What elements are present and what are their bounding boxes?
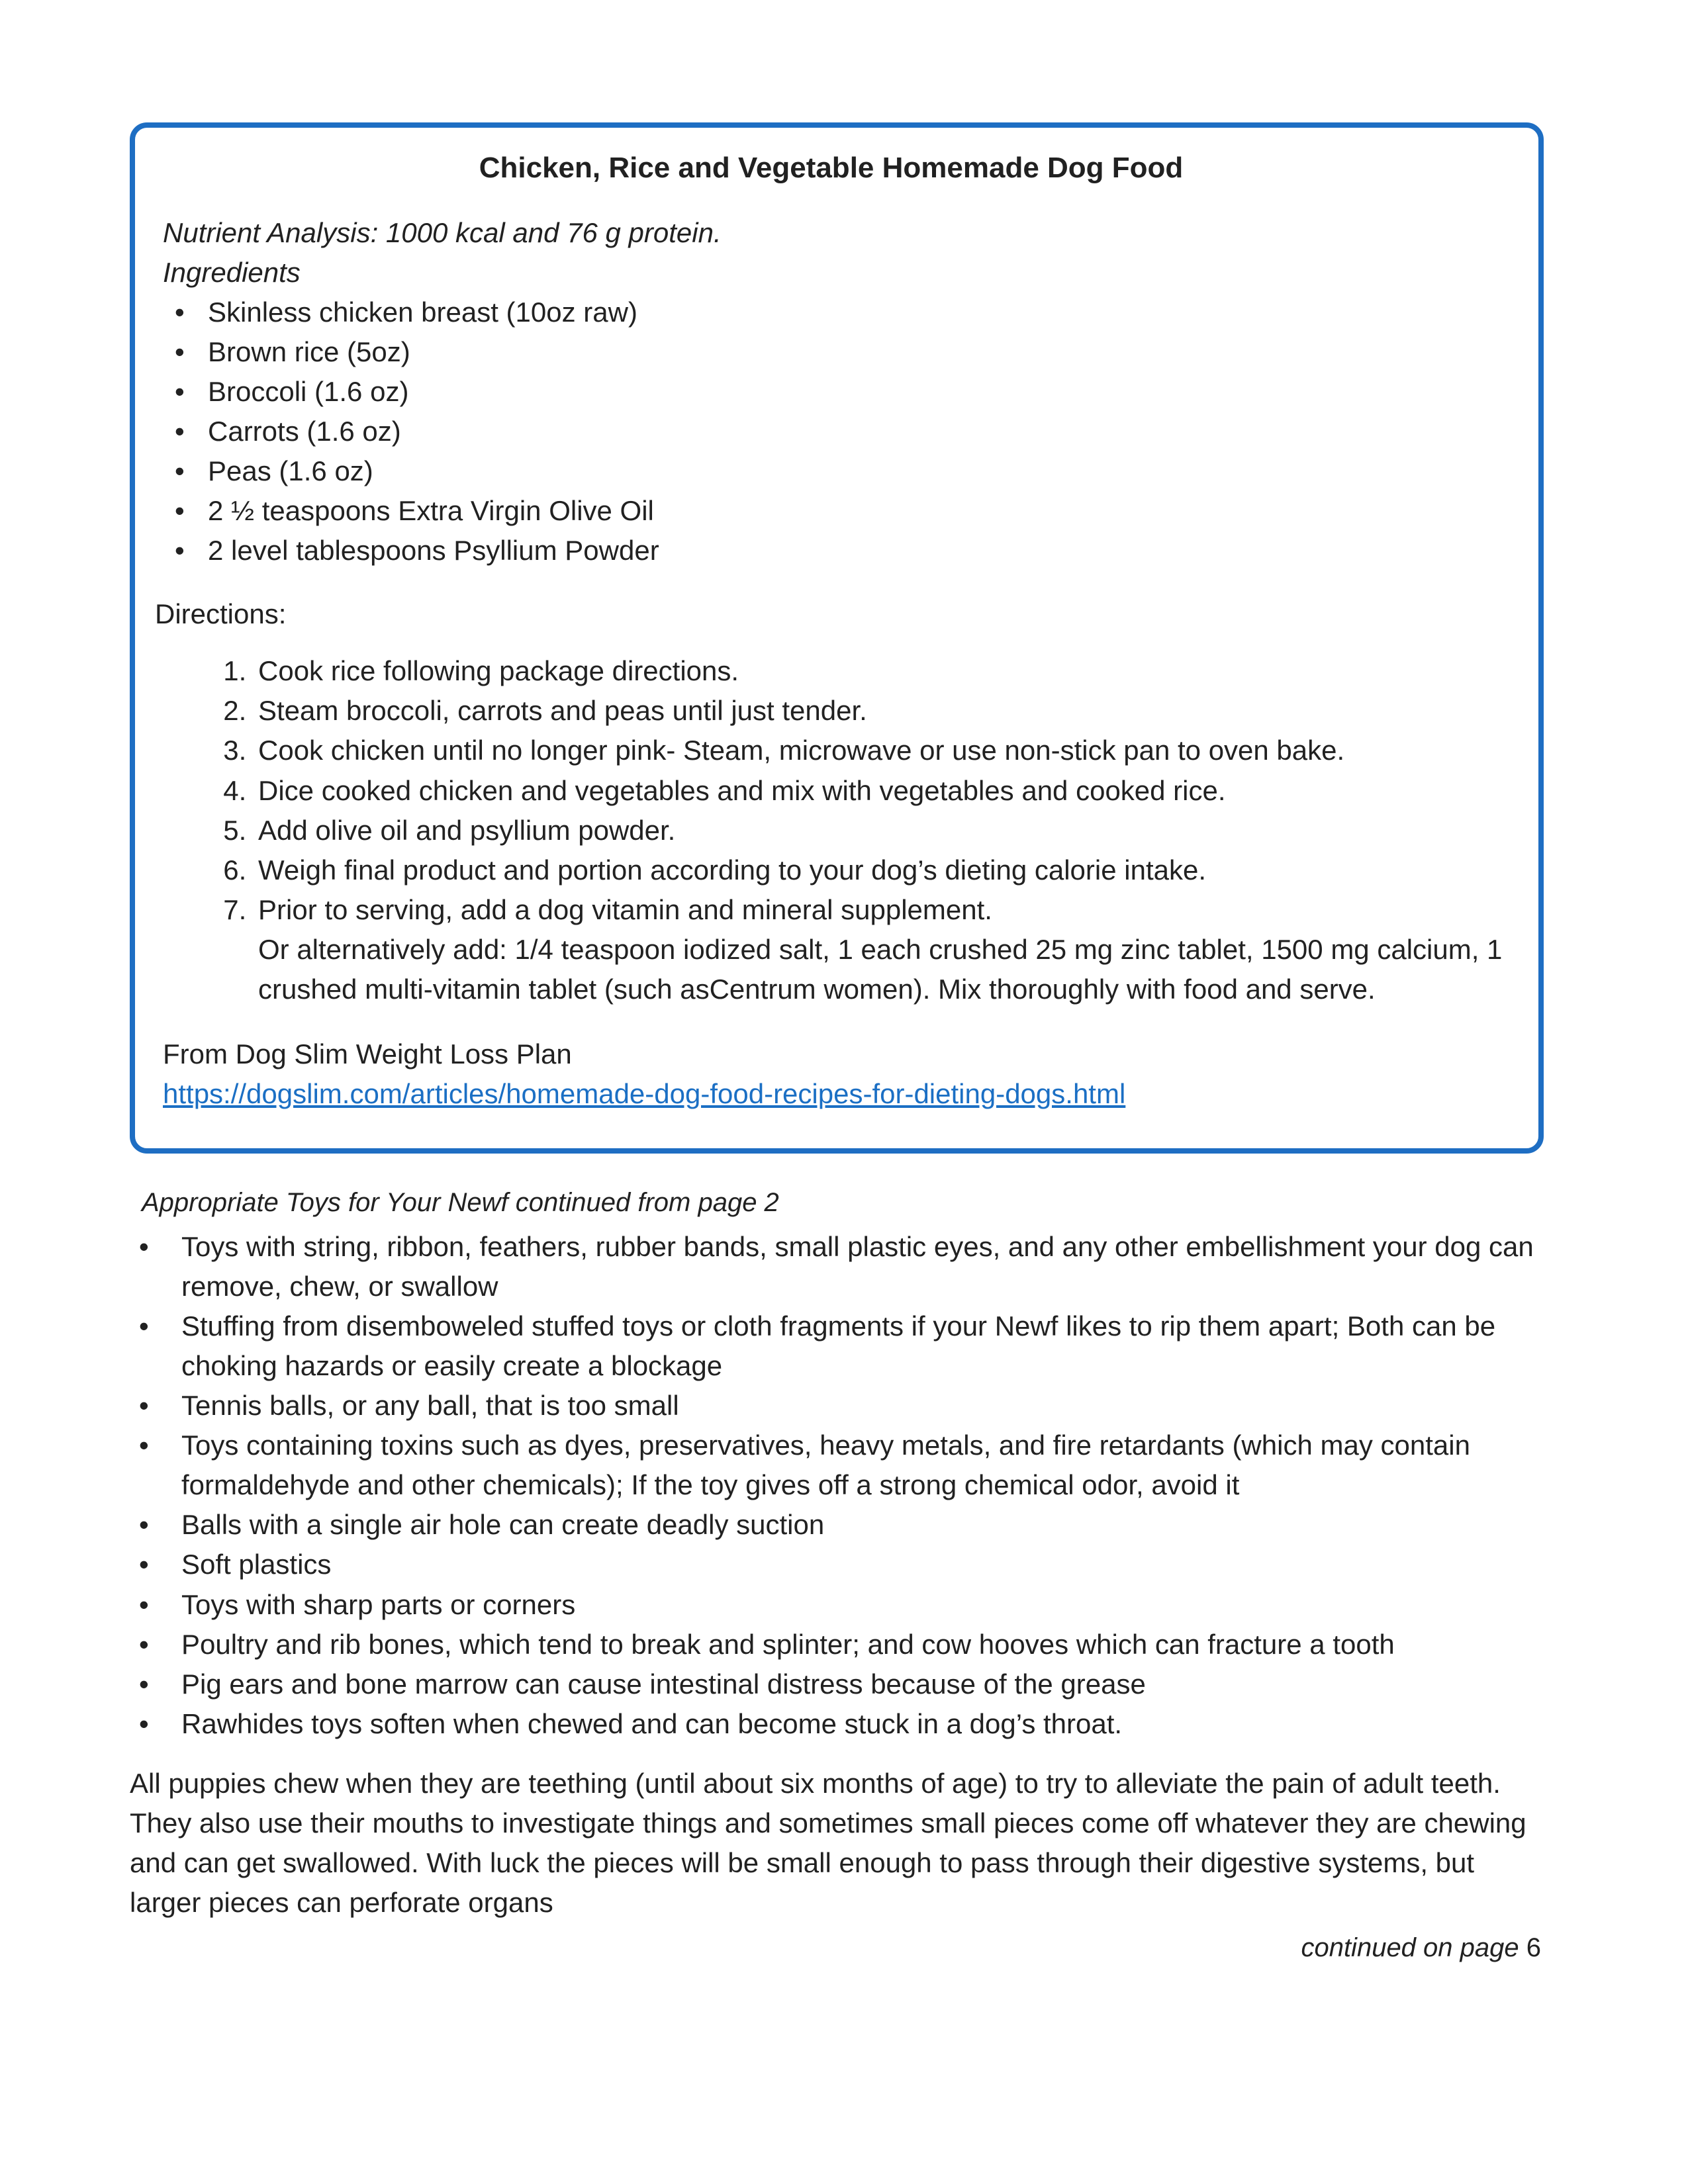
bullet-icon: • [175,495,185,527]
toys-heading: Appropriate Toys for Your Newf continued from page 2 [142,1187,779,1217]
bullet-icon: • [139,1549,149,1580]
toys-item-text: Toys containing toxins such as dyes, preservatives, heavy metals, and fire retardants (which may contain formaldehyde and other chemicals); If the toy gives off a strong chemical odor, avoid it [181,1430,1470,1501]
toys-list-item [130,1227,1544,1306]
bullet-icon: • [175,416,185,447]
ingredient-text: Peas (1.6 oz) [208,455,373,487]
toys-list-item [130,1704,1544,1744]
direction-text: 6. Weigh final product and portion according to your dog’s dieting calorie intake. [258,854,1206,886]
direction-step [254,850,1509,890]
source-label: From Dog Slim Weight Loss Plan [163,1038,572,1069]
direction-step [254,890,1509,1009]
continued-page-number: 6 [1526,1933,1541,1962]
ingredient-item [154,451,1509,491]
toys-item-text: Toys with string, ribbon, feathers, rubber bands, small plastic eyes, and any other embellishment your dog can remove, chew, or swallow [181,1231,1534,1302]
bullet-icon: • [175,455,185,487]
toys-item-text: Toys with sharp parts or corners [181,1588,576,1620]
direction-step [254,731,1509,770]
ingredient-item [154,293,1509,332]
toys-item-text: Soft plastics [181,1549,332,1580]
direction-text: 1. Cook rice following package directions. [258,655,739,687]
toys-item-text: Tennis balls, or any ball, that is too small [181,1390,679,1422]
continued-note [130,1929,1544,1967]
ingredient-text: Skinless chicken breast (10oz raw) [208,296,637,328]
bullet-icon: • [139,1588,149,1620]
direction-text: 4. Dice cooked chicken and vegetables and mix with vegetables and cooked rice. [258,774,1226,806]
directions-label: Directions: [155,598,287,630]
ingredient-item [154,491,1509,531]
ingredient-item [154,372,1509,412]
bullet-icon: • [139,1310,149,1342]
toys-list-item [130,1625,1544,1664]
direction-text: 5. Add olive oil and psyllium powder. [258,814,676,846]
toys-list-item [130,1306,1544,1386]
toys-list-item [130,1386,1544,1426]
toys-item-text: Stuffing from disemboweled stuffed toys or cloth fragments if your Newf likes to rip them apart; Both can be choking hazards or easily create a blockage [181,1310,1496,1382]
continued-text: continued on page [1301,1933,1526,1962]
bullet-icon: • [175,296,185,328]
ingredient-text: Broccoli (1.6 oz) [208,376,409,408]
bullet-icon: • [175,535,185,567]
toys-item-text: Rawhides toys soften when chewed and can become stuck in a dog’s throat. [181,1707,1123,1739]
bullet-icon: • [139,1707,149,1739]
directions-list [154,651,1509,1009]
bullet-icon: • [139,1668,149,1700]
direction-text: 3. Cook chicken until no longer pink- Steam, microwave or use non-stick pan to oven bake. [258,735,1345,766]
direction-text: 7. Prior to serving, add a dog vitamin and mineral supplement. [258,893,992,925]
direction-extra: Or alternatively add: 1/4 teaspoon iodized salt, 1 each crushed 25 mg zinc tablet, 1500 mg calcium, 1 crushed multi-vitamin tablet (such asCentrum women). Mix thoroughly with food and serve. [258,933,1503,1005]
bullet-icon: • [139,1628,149,1660]
toys-item-text: Pig ears and bone marrow can cause intestinal distress because of the grease [181,1668,1146,1700]
ingredients-list [154,293,1509,570]
recipe-card [130,122,1544,1154]
ingredient-item [154,531,1509,570]
direction-step [254,771,1509,811]
direction-step [254,691,1509,731]
bullet-icon: • [175,376,185,408]
ingredient-text: Brown rice (5oz) [208,336,410,368]
bullet-icon: • [139,1430,149,1461]
toys-list-item [130,1505,1544,1545]
bullet-icon: • [139,1509,149,1541]
recipe-title: Chicken, Rice and Vegetable Homemade Dog Food [479,152,1184,184]
direction-step [254,651,1509,691]
toys-item-text: Balls with a single air hole can create deadly suction [181,1509,825,1541]
toys-list [130,1227,1544,1744]
ingredient-item [154,412,1509,451]
source-link[interactable]: https://dogslim.com/articles/homemade-dog-food-recipes-for-dieting-dogs.html [163,1077,1126,1109]
bullet-icon: • [139,1231,149,1263]
direction-text: 2. Steam broccoli, carrots and peas until just tender. [258,695,867,727]
ingredient-text: 2 level tablespoons Psyllium Powder [208,535,659,567]
toys-list-item [130,1545,1544,1584]
bullet-icon: • [175,336,185,368]
toys-list-item [130,1426,1544,1505]
nutrient-analysis: Nutrient Analysis: 1000 kcal and 76 g protein. [163,216,722,248]
ingredient-text: 2 ½ teaspoons Extra Virgin Olive Oil [208,495,654,527]
toys-item-text: Poultry and rib bones, which tend to break and splinter; and cow hooves which can fracture a tooth [181,1628,1395,1660]
ingredient-text: Carrots (1.6 oz) [208,416,401,447]
bullet-icon: • [139,1390,149,1422]
direction-step [254,811,1509,850]
toys-list-item [130,1585,1544,1625]
puppies-paragraph: All puppies chew when they are teething (until about six months of age) to try to alleviate the pain of adult teeth. They also use their mouths to investigate things and sometimes small pieces come off whatever they are chewing and can get swallowed. With luck the pieces will be small enough to pass through their digestive systems, but larger pieces can perforate organs [130,1767,1526,1918]
ingredient-item [154,332,1509,372]
ingredients-label: Ingredients [163,256,301,288]
toys-list-item [130,1664,1544,1704]
